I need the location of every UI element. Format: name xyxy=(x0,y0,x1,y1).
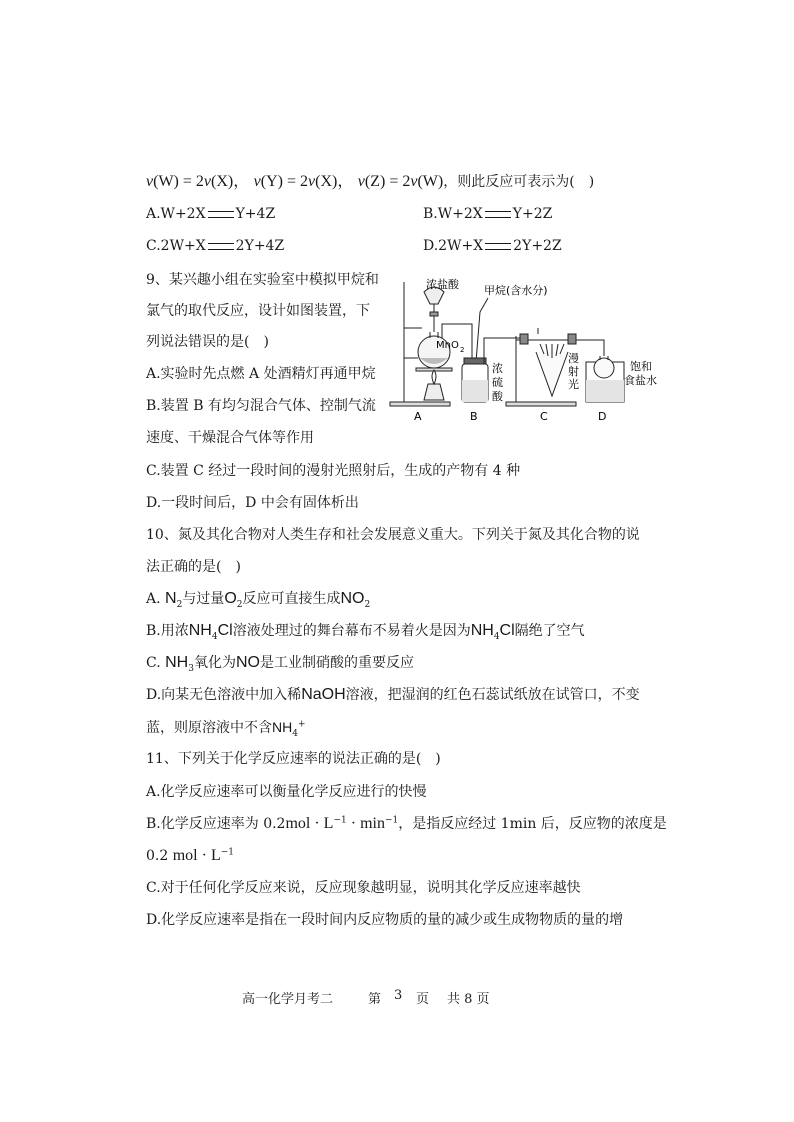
text: B.化学反应速率为 0.2 xyxy=(146,816,286,832)
unit: mol · L xyxy=(285,815,334,832)
text: 蓝，则原溶液中不含 xyxy=(146,720,272,736)
text: 与过量 xyxy=(182,591,225,607)
superscript: + xyxy=(297,719,306,730)
q10-option-b xyxy=(146,621,585,641)
q11-stem: 11、下列关于化学反应速率的说法正确的是( ) xyxy=(146,751,441,767)
footer-page-prefix: 第 xyxy=(368,992,382,1007)
q8-stem xyxy=(146,172,594,192)
formula: NH xyxy=(165,654,189,671)
option-text: A.W+2X xyxy=(146,206,206,222)
equal-arrow xyxy=(208,243,234,250)
formula: NO xyxy=(340,590,365,607)
option-text: D.2W+X xyxy=(423,238,484,254)
q9-stem-line1: 9、某兴趣小组在实验室中模拟甲烷和 xyxy=(146,272,379,288)
label-mno2-sub: 2 xyxy=(460,346,465,354)
formula: NH xyxy=(470,622,494,639)
unit: · min xyxy=(346,815,385,832)
label-brine-1: 饱和 xyxy=(630,360,652,373)
text: 0.2 xyxy=(146,848,169,864)
subscript: 2 xyxy=(176,599,183,610)
option-prefix: C. xyxy=(146,655,166,671)
q8-term: (W) xyxy=(417,173,444,190)
option-text: C.2W+X xyxy=(146,238,206,254)
superscript: −1 xyxy=(220,847,234,858)
text: 溶液处理过的舞台幕布不易着火是因为 xyxy=(232,623,471,639)
label-conc-hcl: 浓盐酸 xyxy=(426,278,459,291)
subscript: 2 xyxy=(364,599,371,610)
q8-term: (W) = 2 xyxy=(153,173,204,190)
subscript: 2 xyxy=(236,599,243,610)
q10-option-a xyxy=(146,589,370,609)
q9-option-d: D.一段时间后，D 中会有固体析出 xyxy=(146,495,359,511)
option-prefix: D.向某无色溶液中加入稀 xyxy=(146,687,302,703)
q9-stem-line2: 氯气的取代反应，设计如图装置，下 xyxy=(146,303,370,319)
formula: O xyxy=(224,590,237,607)
q8-question-tail: ，则此反应可表示为( ) xyxy=(443,174,595,190)
equal-arrow xyxy=(485,243,511,250)
option-text: Y+2Z xyxy=(512,206,553,222)
label-brine-2: 食盐水 xyxy=(624,374,657,387)
subscript: 4 xyxy=(292,728,298,739)
q10-option-c xyxy=(146,653,414,673)
q10-option-d-line2 xyxy=(146,717,306,738)
formula: NH xyxy=(188,622,212,639)
q8-v: v xyxy=(203,173,211,190)
q8-term: (X)， xyxy=(315,173,354,190)
q11-option-a: A.化学反应速率可以衡量化学反应进行的快慢 xyxy=(146,784,427,800)
q11-option-b-line1 xyxy=(146,814,667,834)
q8-option-d xyxy=(423,236,562,256)
formula: N xyxy=(165,590,177,607)
formula: Cl xyxy=(217,622,233,639)
q8-option-c xyxy=(146,236,284,256)
subscript: 3 xyxy=(188,663,194,674)
q9-option-b-line1: B.装置 B 有均匀混合气体、控制气流 xyxy=(146,398,376,414)
text: 反应可直接生成 xyxy=(242,591,341,607)
equal-arrow xyxy=(485,211,511,218)
text: 溶液，把湿润的红色石蕊试纸放在试管口，不变 xyxy=(345,687,640,703)
q8-option-a xyxy=(146,204,275,224)
q11-option-b-line2 xyxy=(146,846,234,866)
label-methane: 甲烷(含水分) xyxy=(484,284,548,297)
formula: NH xyxy=(272,719,293,735)
q9-option-a: A.实验时先点燃 A 处酒精灯再通甲烷 xyxy=(146,366,376,382)
q11-option-c: C.对于任何化学反应来说，反应现象越明显，说明其化学反应速率越快 xyxy=(146,880,581,896)
equal-arrow xyxy=(208,211,234,218)
q8-v: v xyxy=(253,173,261,190)
q10-stem-line1: 10、氮及其化合物对人类生存和社会发展意义重大。下列关于氮及其化合物的说 xyxy=(146,527,640,543)
q9-option-b-line2: 速度、干燥混合气体等作用 xyxy=(146,430,314,446)
option-text: B.W+2X xyxy=(423,206,483,222)
text: 是工业制硝酸的重要反应 xyxy=(259,655,414,671)
q10-stem-line2: 法正确的是( ) xyxy=(146,559,241,575)
formula: Cl xyxy=(499,622,515,639)
text: 隔绝了空气 xyxy=(514,623,585,639)
label-light-2: 射 xyxy=(568,365,579,378)
footer-page-number: 3 xyxy=(394,988,403,1003)
label-a: A xyxy=(414,410,422,423)
superscript: −1 xyxy=(333,815,347,826)
label-light-3: 光 xyxy=(568,378,579,391)
text: 氧化为 xyxy=(193,655,236,671)
q8-v: v xyxy=(410,173,418,190)
label-mno2: MnO xyxy=(436,340,459,351)
q8-option-b xyxy=(423,204,552,224)
option-text: 2Y+2Z xyxy=(513,238,562,254)
option-text: 2Y+4Z xyxy=(235,238,285,254)
q10-option-d-line1 xyxy=(146,685,640,705)
q8-v: v xyxy=(357,173,365,190)
apparatus-figure xyxy=(380,272,670,432)
subscript: 4 xyxy=(211,631,218,642)
text: ，是指反应经过 1min 后，反应物的浓度是 xyxy=(398,816,667,832)
label-d: D xyxy=(598,410,607,423)
footer-page-suffix: 页 xyxy=(416,992,430,1007)
label-h2so4-3: 酸 xyxy=(492,390,503,403)
formula: NaOH xyxy=(301,686,346,703)
label-h2so4-2: 硫 xyxy=(492,376,503,389)
q8-term: (X)， xyxy=(211,173,250,190)
q8-term: (Z) = 2 xyxy=(364,173,411,190)
subscript: 4 xyxy=(493,631,500,642)
label-h2so4-1: 浓 xyxy=(492,362,503,375)
footer-total-pages: 共 8 页 xyxy=(447,992,490,1007)
superscript: −1 xyxy=(384,815,399,826)
formula: NO xyxy=(235,654,260,671)
option-prefix: B.用浓 xyxy=(146,623,189,639)
q8-v: v xyxy=(146,173,154,190)
option-prefix: A. xyxy=(146,591,166,607)
label-light-1: 漫 xyxy=(568,352,579,365)
label-b: B xyxy=(470,410,478,423)
q8-term: (Y) = 2 xyxy=(260,173,309,190)
q9-stem-line3: 列说法错误的是( ) xyxy=(146,334,269,350)
option-text: Y+4Z xyxy=(235,206,276,222)
footer-exam-title: 高一化学月考二 xyxy=(242,992,334,1007)
q8-v: v xyxy=(308,173,316,190)
q11-option-d: D.化学反应速率是指在一段时间内反应物质的量的减少或生成物物质的量的增 xyxy=(146,912,624,928)
unit: mol · L xyxy=(172,847,221,864)
label-c: C xyxy=(540,410,548,423)
q9-option-c: C.装置 C 经过一段时间的漫射光照射后，生成的产物有 4 种 xyxy=(146,463,521,479)
